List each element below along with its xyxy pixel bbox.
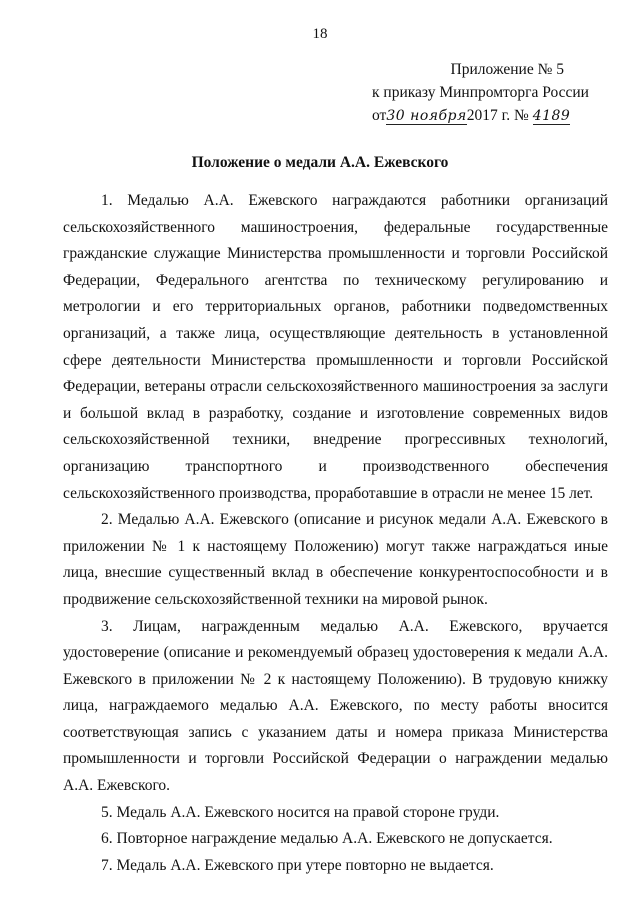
paragraph-2: 2. Медалью А.А. Ежевского (описание и рисунок медали А.А. Ежевского в приложении № 1 к настоящему Положению) могут также награждаться иные лица, внесшие существенный вклад в обеспечение конкурентоспособности и в продвижение сельскохозяйственной техники на мировой рынок. (63, 511, 608, 608)
handwritten-order-number: 4189 (532, 108, 571, 124)
appendix-order-reference: к приказу Минпромторга России (372, 84, 589, 101)
year-suffix: 2017 г. № (466, 107, 529, 124)
paragraph-7: 7. Медаль А.А. Ежевского при утере повторно не выдается. (101, 856, 494, 874)
document-title: Положение о медали А.А. Ежевского (191, 154, 449, 171)
appendix-date-line (372, 104, 602, 127)
document-body (63, 188, 608, 879)
date-prefix: от (372, 107, 387, 124)
appendix-header (372, 58, 602, 127)
paragraph-3: 3. Лицам, награжденным медалью А.А. Ежевского, вручается удостоверение (описание и рекомендуемый образец удостоверения к медали А.А. Ежевского в приложении № 2 к настоящему Положению). В трудовую книжку лица, награждаемого медалью А.А. Ежевского, по месту работы вносится соответствующая запись с указанием даты и номера приказа Министерства промышленности и торговли Российской Федерации о награждении медалью А.А. Ежевского. (63, 617, 608, 795)
paragraph-6: 6. Повторное награждение медалью А.А. Ежевского не допускается. (101, 830, 553, 848)
paragraph-1: 1. Медалью А.А. Ежевского награждаются работники организаций сельскохозяйственного машиностроения, федеральные государственные гражданские служащие Министерства промышленности и торговли Российской Федерации, Федерального агентства по техническому регулированию и метрологии и его территориальных органов, работники подведомственных организаций, а также лица, осуществляющие деятельность в установленной сфере деятельности Министерства промышленности и торговли Российской Федерации, ветераны отрасли сельскохозяйственного машиностроения за заслуги и большой вклад в разработку, создание и изготовление современных видов сельскохозяйственной техники, внедрение прогрессивных технологий, организацию транспортного и производственного обеспечения сельскохозяйственного производства, проработавшие в отрасли не менее 15 лет. (63, 192, 608, 502)
page-number: 18 (312, 26, 328, 42)
appendix-label: Приложение № 5 (450, 61, 564, 78)
paragraph-5: 5. Медаль А.А. Ежевского носится на правой стороне груди. (101, 803, 500, 821)
handwritten-date: 30 ноября (386, 108, 467, 124)
